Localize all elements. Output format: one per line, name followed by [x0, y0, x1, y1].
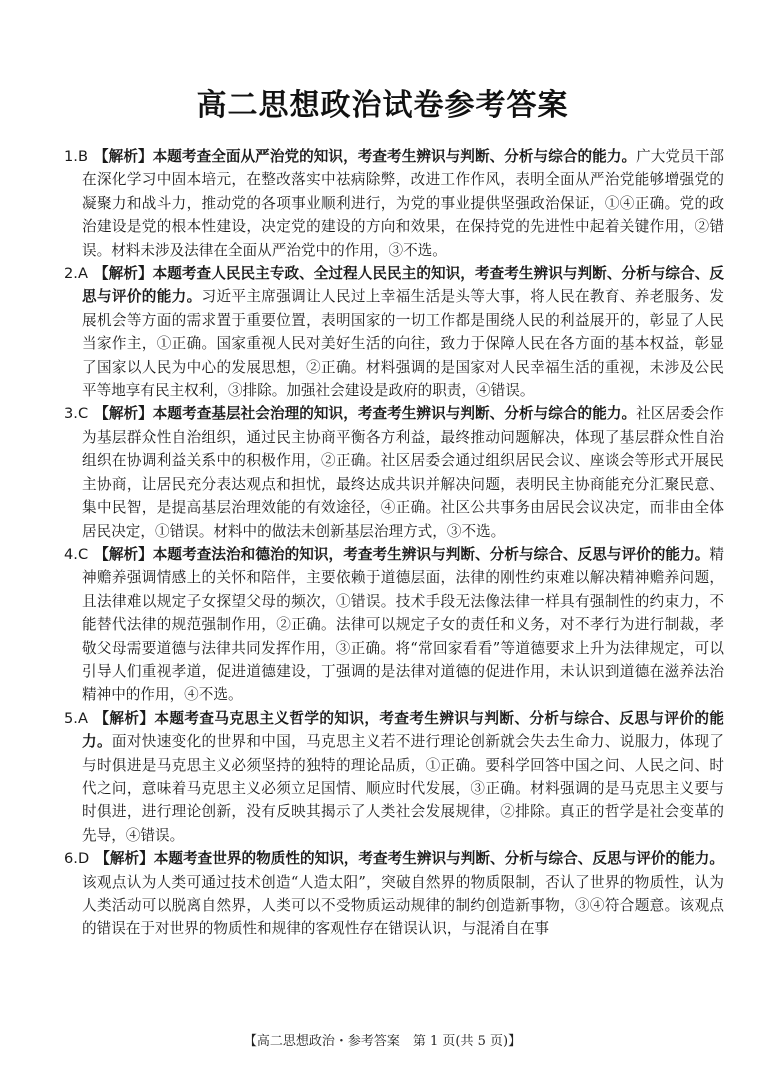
- analysis-body: 习近平主席强调让人民过上幸福生活是头等大事，将人民在教育、养老服务、发展机会等方面的需求置于重要位置，表明国家的一切工作都是围绕人民的利益展开的，彰显了人民当家作主，①正确。国家重视人民对美好生活的向往，致力于保障人民在各方面的基本权益，彰显了国家以人民为中心的发展思想，②正确。材料强调的是国家对人民幸福生活的重视，未涉及公民平等地享有民主权利，③排除。加强社会建设是政府的职责，④错误。: [82, 288, 724, 400]
- page-title: 高二思想政治试卷参考答案: [196, 88, 569, 123]
- question-number: 2.: [64, 265, 78, 283]
- answer-letter: C: [77, 545, 89, 563]
- answer-item-6: [64, 847, 724, 941]
- analysis-lead: 【解析】本题考查人民民主专政、全过程人民民主的知识，考查考生辨识与判断、分析与综合、反思与评价的能力。: [82, 265, 724, 306]
- answer-letter: B: [77, 148, 88, 165]
- analysis-lead: 【解析】本题考查世界的物质性的知识，考查考生辨识与判断、分析与综合、反思与评价的能力。: [95, 850, 724, 868]
- question-number: 6.: [64, 850, 78, 868]
- analysis-body: 广大党员干部在深化学习中固本培元，在整改落实中祛病除弊，改进工作作风，表明全面从严治党能够增强党的凝聚力和战斗力，推动党的各项事业顺利进行，为党的事业提供坚强政治保证，①④正确。党的政治建设是党的根本性建设，决定党的建设的方向和效果，在保持党的先进性中起着关键作用，②错误。材料未涉及法律在全面从严治党中的作用，③不选。: [82, 148, 724, 259]
- answer-list: [64, 145, 724, 941]
- question-number: 3.: [64, 405, 78, 423]
- page-footer: 【高二思想政治・参考答案 第 1 页(共 5 页)】: [243, 1034, 522, 1049]
- analysis-body: 精神赡养强调情感上的关怀和陪伴，主要依赖于道德层面，法律的刚性约束难以解决精神赡养问题，且法律难以规定子女探望父母的频次，①错误。技术手段无法像法律一样具有强制性的约束力，不能替代法律的规范强制作用，②正确。法律可以规定子女的责任和义务，对不孝行为进行制裁，孝敬父母需要道德与法律共同发挥作用，③正确。将“常回家看看”等道德要求上升为法律规定，可以引导人们重视孝道，促进道德建设，丁强调的是法律对道德的促进作用，未认识到道德在滋养法治精神中的作用，④不选。: [82, 545, 724, 704]
- answer-item-1: [64, 145, 724, 262]
- analysis-body: 社区居委会作为基层群众性自治组织，通过民主协商平衡各方利益，最终推动问题解决，体现了基层群众性自治组织在协调利益关系中的积极作用，②正确。社区居委会通过组织居民会议、座谈会等形式开展民主协商，让居民充分表达观点和担忧，最终达成共识并解决问题，表明民主协商能充分汇聚民意、集中民智，是提高基层治理效能的有效途径，④正确。社区公共事务由居民会议决定，而非由全体居民决定，①错误。材料中的做法未创新基层治理方式，③不选。: [82, 405, 724, 540]
- answer-letter: D: [77, 850, 90, 868]
- analysis-lead: 【解析】本题考查法治和德治的知识，考查考生辨识与判断、分析与综合、反思与评价的能力。: [94, 545, 710, 563]
- analysis-lead: 【解析】本题考查基层社会治理的知识，考查考生辨识与判断、分析与综合的能力。: [94, 405, 637, 423]
- answer-letter: A: [77, 709, 88, 727]
- answer-letter: A: [77, 265, 88, 283]
- answer-item-4: [64, 543, 724, 707]
- question-number: 1.: [64, 148, 78, 165]
- answer-letter: C: [77, 405, 89, 423]
- question-number: 4.: [64, 545, 78, 563]
- answer-item-2: [64, 262, 724, 402]
- answer-item-3: [64, 402, 724, 542]
- analysis-body: 该观点认为人类可通过技术创造“人造太阳”，突破自然界的物质限制，否认了世界的物质性，认为人类活动可以脱离自然界，人类可以不受物质运动规律的制约创造新事物，③④符合题意。该观点的错误在于对世界的物质性和规律的客观性存在错误认识，与混淆自在事: [82, 873, 724, 938]
- question-number: 5.: [64, 709, 78, 727]
- analysis-lead: 【解析】本题考查马克思主义哲学的知识，考查考生辨识与判断、分析与综合、反思与评价的能力。: [82, 709, 724, 751]
- analysis-body: 面对快速变化的世界和中国，马克思主义若不进行理论创新就会失去生命力、说服力，体现了与时俱进是马克思主义必须坚持的独特的理论品质，①正确。要科学回答中国之问、人民之问、时代之问，意味着马克思主义必须立足国情、顺应时代发展，③正确。材料强调的是马克思主义要与时俱进，进行理论创新，没有反映其揭示了人类社会发展规律，②排除。真正的哲学是社会变革的先导，④错误。: [82, 733, 724, 844]
- analysis-lead: 【解析】本题考查全面从严治党的知识，考查考生辨识与判断、分析与综合的能力。: [93, 148, 637, 165]
- answer-item-5: [64, 707, 724, 847]
